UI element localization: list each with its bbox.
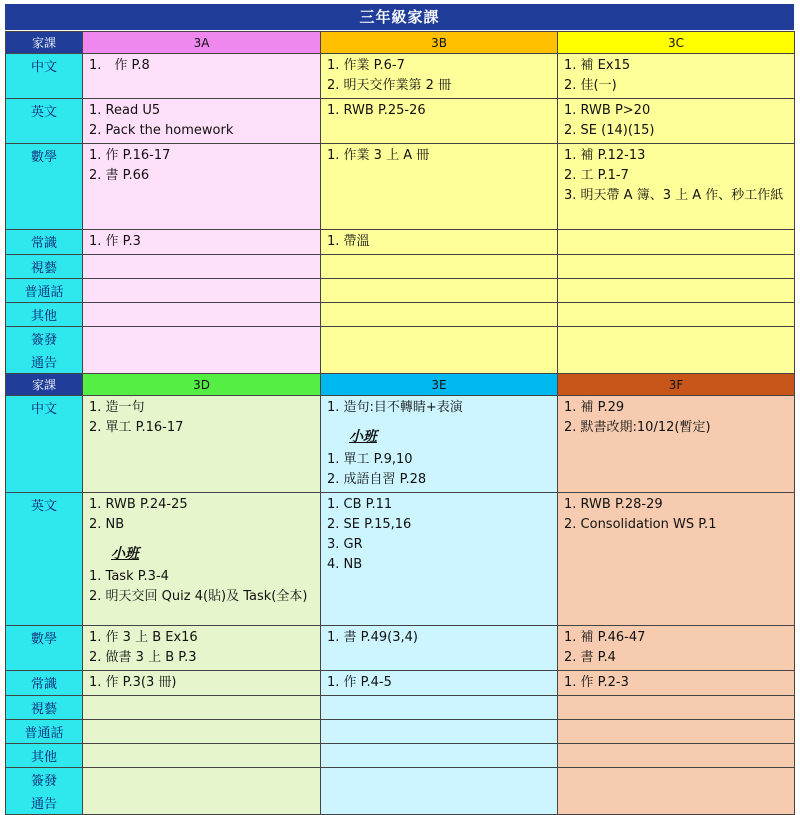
homework-item: 1. 補 P.46-47 (564, 630, 646, 645)
homework-item: 2. 成語自習 P.28 (327, 472, 427, 487)
cell-3d-circulars (83, 768, 321, 815)
header-label: 家課 (6, 374, 83, 396)
cell-3f-circulars (558, 768, 795, 815)
cell-3f-visual-arts (558, 696, 795, 720)
homework-item: 1. CB P.11 (327, 497, 393, 512)
subject-label-line2: 通告 (30, 356, 57, 371)
cell-3b-others (321, 303, 558, 327)
homework-item: 2. 明天交回 Quiz 4(貼)及 Task(全本) (89, 589, 308, 604)
table-row (6, 99, 795, 144)
cell-3c-circulars (558, 327, 795, 374)
class-header-3f: 3F (558, 374, 795, 396)
cell-3a-chinese (83, 54, 321, 99)
cell-3e-circulars (321, 768, 558, 815)
table-row (6, 720, 795, 744)
homework-item: 1. 補 P.12-13 (564, 148, 646, 163)
cell-3e-visual-arts (321, 696, 558, 720)
homework-item: 1. 作 P.8 (89, 58, 150, 73)
cell-3e-english (321, 493, 558, 626)
homework-item: 1. 作 P.3 (89, 234, 141, 249)
homework-item: 2. 佳(一) (564, 78, 617, 93)
table-row (6, 303, 795, 327)
homework-item: 1. 補 P.29 (564, 400, 625, 415)
homework-item: 1. RWB P.25-26 (327, 103, 426, 118)
table-row (6, 54, 795, 99)
table-row (6, 626, 795, 671)
homework-item: 1. Task P.3-4 (89, 569, 169, 584)
homework-item: 1. RWB P.28-29 (564, 497, 663, 512)
subject-label: 中文 (6, 396, 83, 493)
homework-item: 2. Pack the homework (89, 123, 234, 138)
homework-item: 4. NB (327, 557, 363, 572)
subject-label: 數學 (6, 144, 83, 230)
cell-3b-math (321, 144, 558, 230)
table-row (6, 327, 795, 374)
small-class-label: 小班 (111, 546, 139, 562)
cell-3d-putonghua (83, 720, 321, 744)
homework-item: 1. 作 P.4-5 (327, 675, 392, 690)
class-header-3a: 3A (83, 32, 321, 54)
homework-item: 1. 作 P.2-3 (564, 675, 629, 690)
cell-3a-putonghua (83, 279, 321, 303)
homework-item: 2. SE (14)(15) (564, 123, 655, 138)
subject-label-line1: 簽發 (30, 333, 57, 348)
homework-item: 1. 作 3 上 B Ex16 (89, 630, 198, 645)
cell-3a-math (83, 144, 321, 230)
cell-3e-chinese (321, 396, 558, 493)
table-row (6, 493, 795, 626)
table-row (6, 255, 795, 279)
homework-item: 2. 默書改期:10/12(暫定) (564, 420, 711, 435)
homework-item: 1. 作 P.16-17 (89, 148, 171, 163)
subject-label: 普通話 (6, 720, 83, 744)
subject-label: 其他 (6, 303, 83, 327)
page-title: 三年級家課 (5, 4, 794, 30)
homework-table-3a-3c (5, 31, 795, 374)
cell-3c-general-studies (558, 230, 795, 255)
cell-3d-general-studies (83, 671, 321, 696)
homework-item: 2. SE P.15,16 (327, 517, 412, 532)
table-row (6, 696, 795, 720)
subject-label: 數學 (6, 626, 83, 671)
homework-item: 1. RWB P.24-25 (89, 497, 188, 512)
homework-item: 1. 作業 P.6-7 (327, 58, 405, 73)
homework-item: 2. Consolidation WS P.1 (564, 517, 717, 532)
cell-3d-visual-arts (83, 696, 321, 720)
table-row (6, 768, 795, 815)
class-header-3b: 3B (321, 32, 558, 54)
cell-3d-math (83, 626, 321, 671)
cell-3a-general-studies (83, 230, 321, 255)
cell-3e-putonghua (321, 720, 558, 744)
class-header-3e: 3E (321, 374, 558, 396)
cell-3c-english (558, 99, 795, 144)
cell-3e-general-studies (321, 671, 558, 696)
homework-item: 1. 書 P.49(3,4) (327, 630, 418, 645)
subject-label-line2: 通告 (30, 797, 57, 812)
cell-3e-others (321, 744, 558, 768)
homework-item: 2. 書 P.66 (89, 168, 150, 183)
cell-3f-chinese (558, 396, 795, 493)
homework-item: 3. 明天帶 A 簿、3 上 A 作、秒工作紙 (564, 188, 784, 203)
cell-3c-math (558, 144, 795, 230)
cell-3b-putonghua (321, 279, 558, 303)
subject-label: 普通話 (6, 279, 83, 303)
homework-item: 1. 單工 P.9,10 (327, 452, 413, 467)
cell-3c-putonghua (558, 279, 795, 303)
homework-item: 1. 作業 3 上 A 冊 (327, 148, 430, 163)
cell-3f-english (558, 493, 795, 626)
subject-label: 視藝 (6, 696, 83, 720)
small-class-label: 小班 (349, 429, 377, 445)
cell-3b-general-studies (321, 230, 558, 255)
homework-item: 2. 做書 3 上 B P.3 (89, 650, 197, 665)
cell-3c-chinese (558, 54, 795, 99)
homework-item: 2. 工 P.1-7 (564, 168, 629, 183)
subject-label (6, 327, 83, 374)
homework-item: 2. 明天交作業第 2 冊 (327, 78, 452, 93)
homework-item: 3. GR (327, 537, 363, 552)
cell-3a-visual-arts (83, 255, 321, 279)
homework-item: 1. 補 Ex15 (564, 58, 631, 73)
subject-label: 常識 (6, 230, 83, 255)
subject-label-line1: 簽發 (30, 774, 57, 789)
subject-label: 中文 (6, 54, 83, 99)
cell-3b-english (321, 99, 558, 144)
table-row (6, 279, 795, 303)
cell-3e-math (321, 626, 558, 671)
cell-3d-english (83, 493, 321, 626)
class-header-3c: 3C (558, 32, 795, 54)
table-row (6, 144, 795, 230)
cell-3b-circulars (321, 327, 558, 374)
cell-3f-others (558, 744, 795, 768)
homework-item: 2. 單工 P.16-17 (89, 420, 184, 435)
cell-3c-visual-arts (558, 255, 795, 279)
cell-3b-chinese (321, 54, 558, 99)
cell-3b-visual-arts (321, 255, 558, 279)
homework-item: 2. 書 P.4 (564, 650, 616, 665)
homework-item: 1. 帶溫 (327, 234, 370, 249)
cell-3a-others (83, 303, 321, 327)
subject-label (6, 768, 83, 815)
cell-3f-putonghua (558, 720, 795, 744)
table-row (6, 671, 795, 696)
subject-label: 英文 (6, 99, 83, 144)
cell-3d-others (83, 744, 321, 768)
header-label: 家課 (6, 32, 83, 54)
homework-item: 1. 造一句 (89, 400, 145, 415)
table-row (6, 744, 795, 768)
table-row (6, 230, 795, 255)
cell-3a-english (83, 99, 321, 144)
homework-table-3d-3f (5, 373, 795, 815)
subject-label: 常識 (6, 671, 83, 696)
homework-item: 2. NB (89, 517, 125, 532)
homework-item: 1. RWB P>20 (564, 103, 651, 118)
table-row (6, 396, 795, 493)
class-header-3d: 3D (83, 374, 321, 396)
homework-item: 1. 作 P.3(3 冊) (89, 675, 177, 690)
homework-item: 1. 造句:目不轉睛+表演 (327, 400, 463, 415)
cell-3a-circulars (83, 327, 321, 374)
homework-item: 1. Read U5 (89, 103, 161, 118)
cell-3d-chinese (83, 396, 321, 493)
subject-label: 視藝 (6, 255, 83, 279)
cell-3c-others (558, 303, 795, 327)
subject-label: 英文 (6, 493, 83, 626)
cell-3f-math (558, 626, 795, 671)
subject-label: 其他 (6, 744, 83, 768)
cell-3f-general-studies (558, 671, 795, 696)
